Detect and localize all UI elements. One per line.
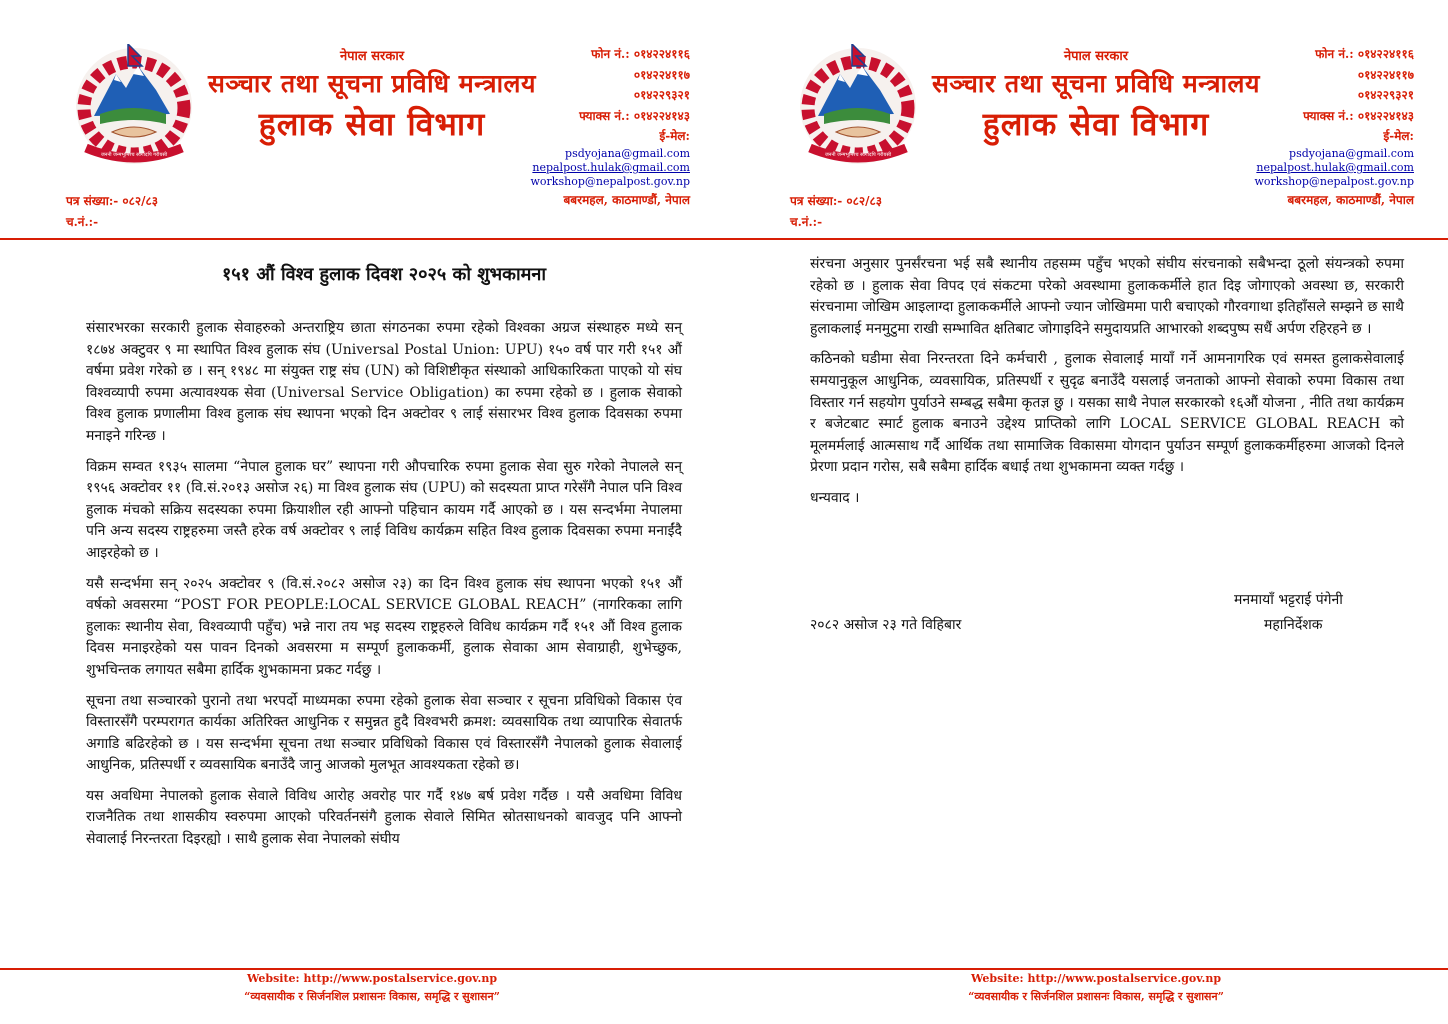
letter-date: २०८२ असोज २३ गते विहिबार	[810, 617, 962, 633]
email-label: ई-मेल:	[1383, 129, 1414, 143]
email-list	[531, 147, 691, 189]
paragraph: यसै सन्दर्भमा सन् २०२५ अक्टोवर ९ (वि.सं.२०८२ असोज २३) का दिन विश्व हुलाक संघ स्थापना भएको १५१ औं वर्षको अवसरमा “POST FOR PEOPLE:LOCAL SERVICE GLOBAL REACH” (नागरिकका लागि हुलाकः स्थानीय सेवा, विश्वव्यापी पहुँच) भन्ने नारा तय भइ सदस्य राष्ट्रहरुले विविध कार्यक्रम गर्दै १५१ औं विश्व हुलाक दिवस मनाइरहेको यस पावन दिनको अवसरमा म सम्पूर्ण हुलाककर्मी, हुलाक सेवाका आम सेवाग्राही, शुभेच्छुक, शुभचिन्तक लगायत सबैमा हार्दिक शुभकामना प्रकट गर्दछु ।	[86, 575, 682, 678]
closing-thanks: धन्यवाद ।	[810, 489, 860, 506]
header-divider	[724, 238, 1448, 240]
office-address: बबरमहल, काठमाण्डौं, नेपाल	[563, 193, 690, 207]
letter-body	[86, 318, 682, 860]
signatory-title: महानिर्देशक	[1264, 617, 1323, 633]
paragraph: यस अवधिमा नेपालको हुलाक सेवाले विविध आरोह अवरोह पार गर्दै १४७ बर्ष प्रवेश गर्दैछ । यसै अवधिमा विविध राजनैतिक तथा शासकीय स्वरुपमा आएको परिवर्तनसंगै हुलाक सेवाले सिमित स्रोतसाधनको बावजुद पनि आफ्नो सेवालाई निरन्तरता दिइरह्यो । साथै हुलाक सेवा नेपालको संघीय	[86, 787, 682, 848]
email-label: ई-मेल:	[659, 129, 690, 143]
reference-number: पत्र संख्या:- ०८२/८३	[66, 194, 158, 208]
phone-number: ०१४२२९३२१	[633, 88, 690, 102]
letter-body	[810, 254, 1404, 519]
contact-block	[1303, 44, 1414, 147]
footer-website[interactable]: Website: http://www.postalservice.gov.np	[970, 972, 1222, 985]
phone-number: ०१४२२९३२१	[1357, 88, 1414, 102]
email-address[interactable]: psdyojana@gmail.com	[565, 147, 690, 160]
email-address[interactable]: nepalpost.hulak@gmail.com	[1256, 161, 1414, 174]
fax-label: फ्याक्स नं.:	[579, 108, 630, 123]
paragraph: संसारभरका सरकारी हुलाक सेवाहरुको अन्तराष्ट्रिय छाता संगठनका रुपमा रहेको विश्वका अग्रज संस्थाहरु मध्ये सन् १८७४ अक्टुवर ९ मा स्थापित विश्व हुलाक संघ (Universal Postal Union: UPU) १५० वर्ष पार गरी १५१ औं वर्षमा प्रवेश गरेको छ । सन् १९४८ मा संयुक्त राष्ट्र संघ (UN) को विशिष्टीकृत संस्थाको आधिकारिकता पाएको यो संघ विश्वव्यापी रुपमा अत्यावश्यक सेवा (Universal Service Obligation) का रुपमा रहेको छ । हुलाक सेवाको विश्व हुलाक प्रणालीमा विश्व हुलाक संघ स्थापना भएको दिन अक्टोवर ९ लाई संसारभर विश्व हुलाक दिवसका रुपमा मनाइने गरिन्छ ।	[86, 320, 682, 444]
svg-text:जननी जन्मभूमिश्च स्वर्गादपि गर: जननी जन्मभूमिश्च स्वर्गादपि गरीयसी	[100, 152, 168, 158]
email-address[interactable]: workshop@nepalpost.gov.np	[1254, 175, 1414, 188]
phone-number: ०१४२२४११७	[1357, 67, 1414, 82]
letter-page-2	[724, 0, 1448, 1024]
dispatch-number: च.नं.:-	[790, 215, 823, 229]
footer-divider	[0, 968, 724, 970]
phone-number: ०१४२२४११६	[633, 47, 690, 61]
email-address[interactable]: workshop@nepalpost.gov.np	[530, 175, 690, 188]
phone-label: फोन नं.:	[1315, 47, 1354, 61]
phone-number: ०१४२२४११६	[1357, 47, 1414, 61]
contact-block	[579, 44, 690, 147]
government-label: नेपाल सरकार	[1063, 49, 1129, 64]
fax-number: ०१४२२४१४३	[633, 108, 690, 123]
office-address: बबरमहल, काठमाण्डौं, नेपाल	[1287, 193, 1414, 207]
department-name: हुलाक सेवा विभाग	[982, 105, 1210, 143]
government-label: नेपाल सरकार	[339, 49, 405, 64]
footer-slogan: “व्यवसायीक र सिर्जनशिल प्रशासनः विकास, समृद्धि र सुशासन”	[244, 990, 500, 1003]
phone-label: फोन नं.:	[591, 47, 630, 61]
header-divider	[0, 238, 724, 240]
fax-label: फ्याक्स नं.:	[1303, 108, 1354, 123]
email-address[interactable]: psdyojana@gmail.com	[1289, 147, 1414, 160]
paragraph: कठिनको घडीमा सेवा निरन्तरता दिने कर्मचारी , हुलाक सेवालाई मायाँ गर्ने आमनागरिक एवं समस्त हुलाकसेवालाई समयानुकूल आधुनिक, व्यवसायिक, प्रतिस्पर्धी र सुदृढ बनाउँदै यसलाई जनताको आफ्नो सेवाको रुपमा विकास तथा विस्तार गर्न सहयोग पुर्याउने सम्बद्ध सबैमा कृतज्ञ छु । यसका साथै नेपाल सरकारको १६औं योजना , नीति तथा कार्यक्रम र बजेटबाट स्मार्ट हुलाक बनाउने उद्देश्य प्राप्तिको लागि LOCAL SERVICE GLOBAL REACH को मूलमर्मलाई आत्मसाथ गर्दै आर्थिक तथा सामाजिक विकासमा योगदान पुर्याउन सम्पूर्ण हुलाककर्मीहरुमा आजको दिनले प्रेरणा प्रदान गरोस, सबै सबैमा हार्दिक बधाई तथा शुभकामना व्यक्त गर्दछु ।	[810, 351, 1404, 476]
reference-number: पत्र संख्या:- ०८२/८३	[790, 194, 882, 208]
footer-divider	[724, 968, 1448, 970]
phone-number: ०१४२२४११७	[633, 67, 690, 82]
email-address[interactable]: nepalpost.hulak@gmail.com	[532, 161, 690, 174]
department-name: हुलाक सेवा विभाग	[258, 105, 486, 143]
footer-slogan: “व्यवसायीक र सिर्जनशिल प्रशासनः विकास, समृद्धि र सुशासन”	[968, 990, 1224, 1003]
signatory-name: मनमायाँ भट्टराई पंगेनी	[1234, 592, 1343, 608]
email-list	[1255, 147, 1415, 189]
footer-website[interactable]: Website: http://www.postalservice.gov.np	[246, 972, 498, 985]
ministry-name: सञ्चार तथा सूचना प्रविधि मन्त्रालय	[931, 69, 1261, 98]
dispatch-number: च.नं.:-	[66, 215, 99, 229]
ministry-name: सञ्चार तथा सूचना प्रविधि मन्त्रालय	[207, 69, 537, 98]
paragraph: सूचना तथा सञ्चारको पुरानो तथा भरपर्दो माध्यमका रुपमा रहेको हुलाक सेवा सञ्चार र सूचना प्रविधिको विकास एंव विस्तारसँगै परम्परागत कार्यका अतिरिक्त आधुनिक र समुन्नत हुदै विश्वभरी क्रमश: व्यवसायिक तथा व्यापारिक सेवातर्फ अगाडि बढिरहेको छ । यस सन्दर्भमा सूचना तथा सञ्चार प्रविधिको विकास एवं विस्तारसँगै नेपालको हुलाक सेवालाई आधुनिक, प्रतिस्पर्धी र व्यवसायिक बनाउँदै जानु आजको मुलभूत आवश्यकता रहेको छ।	[86, 692, 682, 774]
paragraph: विक्रम सम्वत १९३५ सालमा “नेपाल हुलाक घर” स्थापना गरी औपचारिक रुपमा हुलाक सेवा सुरु गरेको नेपालले सन् १९५६ अक्टोवर ११ (वि.सं.२०१३ असोज २६) मा विश्व हुलाक संघ (UPU) को सदस्यता प्राप्त गरेसँगै नेपाल पनि विश्व हुलाक मंचको सक्रिय सदस्यका रुपमा क्रियाशील रही आफ्नो पहिचान कायम गर्दै आएको छ । यस सन्दर्भमा नेपालमा पनि अन्य सदस्य राष्ट्रहरुमा जस्तै हरेक वर्ष अक्टोवर ९ लाई विविध कार्यक्रम सहित विश्व हुलाक दिवसका रुपमा मनाईंदै आइरहेको छ ।	[86, 458, 682, 561]
letter-title: १५१ औं विश्व हुलाक दिवश २०२५ को शुभकामना	[221, 264, 547, 285]
svg-text:जननी जन्मभूमिश्च स्वर्गादपि गर: जननी जन्मभूमिश्च स्वर्गादपि गरीयसी	[824, 152, 892, 158]
fax-number: ०१४२२४१४३	[1357, 108, 1414, 123]
paragraph: संरचना अनुसार पुनर्संरचना भई सबै स्थानीय तहसम्म पहुँच भएको संघीय संरचनाको सबैभन्दा ठूलो संयन्त्रको रुपमा रहेको छ । हुलाक सेवा विपद एवं संकटमा परेको अवस्थामा हुलाककर्मीले हात दिइ जोगाएको अवस्था छ, सरकारी संरचनामा जोखिम आइलाग्दा हुलाककर्मीले आफ्नो ज्यान जोखिममा पारी बचाएको गौरवगाथा इतिहाँसले सम्झने छ साथै हुलाकलाई मनमुटुमा राखी सम्भावित क्षतिबाट जोगाइदिने समुदायप्रति आभारको शब्दपुष्प सधैं अर्पण रहिरहने छ ।	[810, 256, 1404, 337]
